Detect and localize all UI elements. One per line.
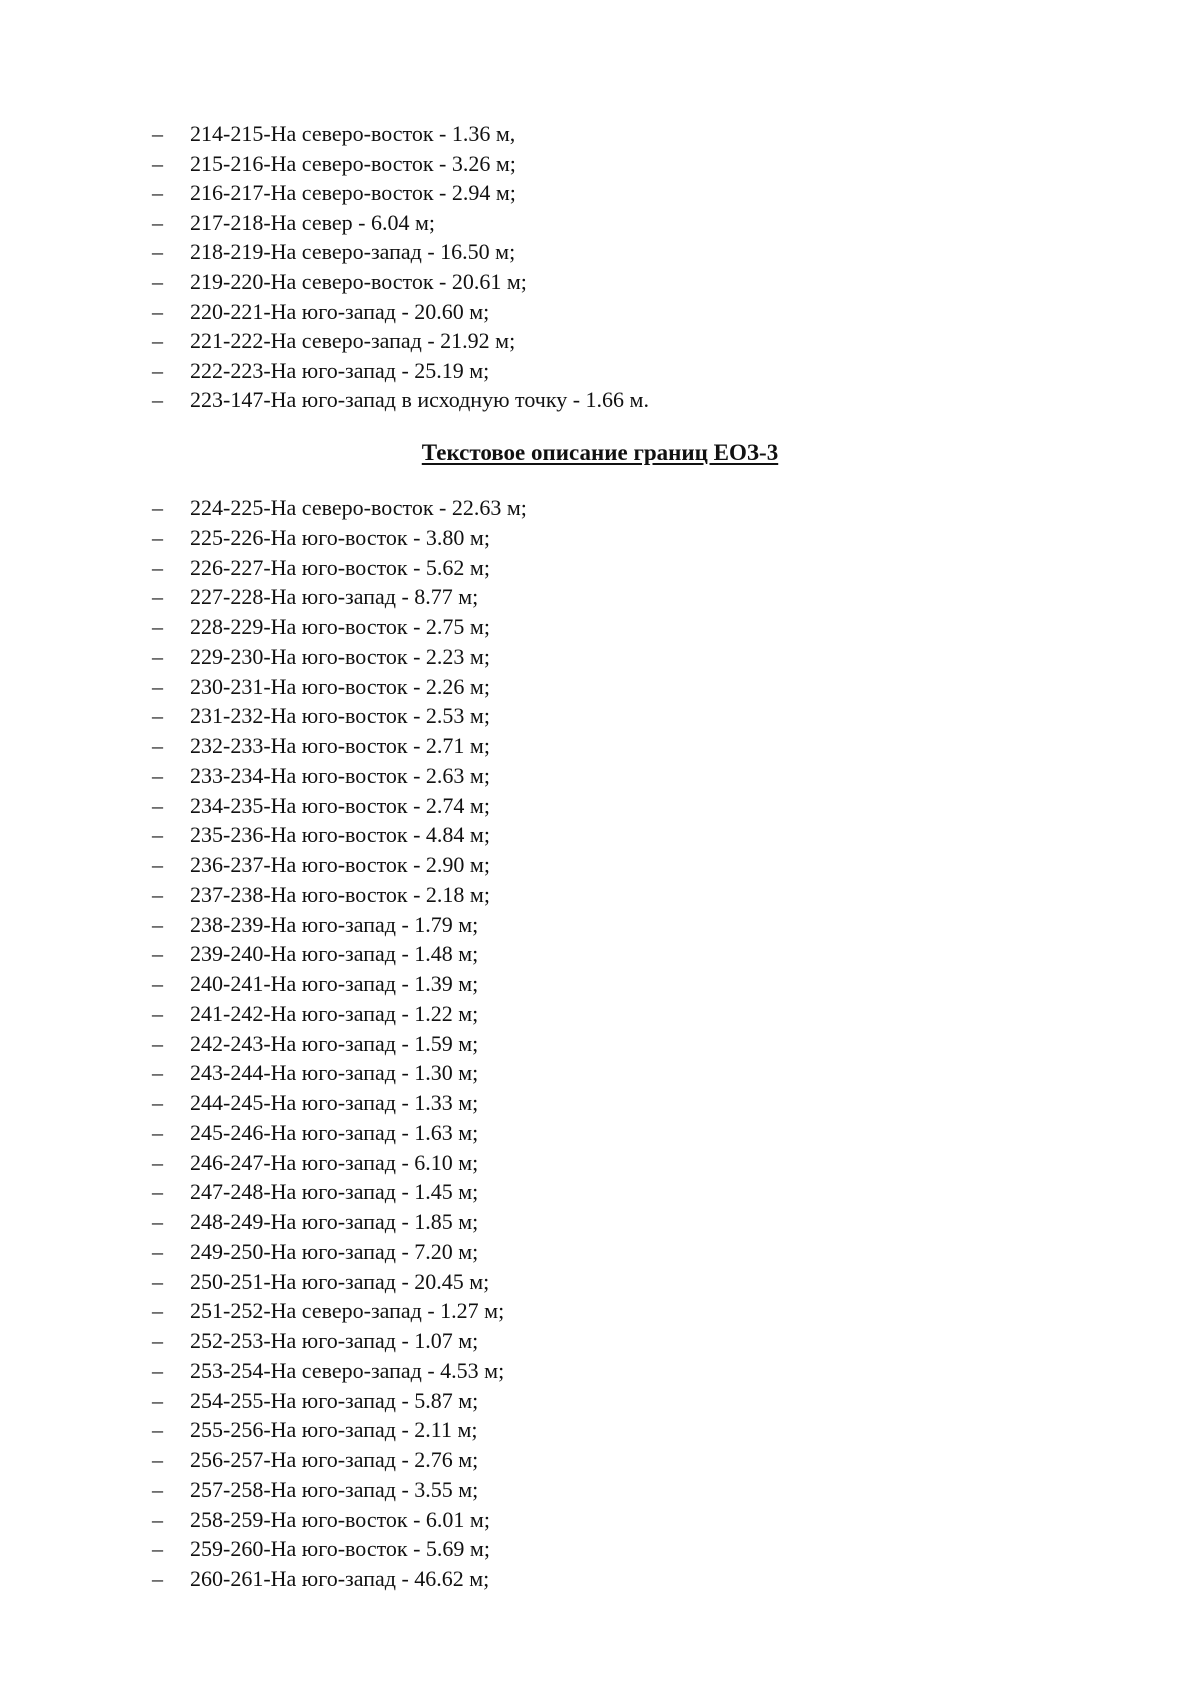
list-item xyxy=(0,1475,1200,1505)
list-item-text: 219-220-На северо-восток - 20.61 м; xyxy=(190,268,527,294)
list-dash: – xyxy=(152,357,163,383)
list-dash: – xyxy=(152,1000,163,1026)
list-item xyxy=(0,1237,1200,1267)
list-item-text: 237-238-На юго-восток - 2.18 м; xyxy=(190,881,490,907)
list-item xyxy=(0,1296,1200,1326)
list-item xyxy=(0,761,1200,791)
list-dash: – xyxy=(152,268,163,294)
list-dash: – xyxy=(152,881,163,907)
list-dash: – xyxy=(152,1447,163,1472)
list-item-text: 250-251-На юго-запад - 20.45 м; xyxy=(190,1268,490,1294)
list-item xyxy=(0,1415,1200,1445)
list-dash: – xyxy=(152,941,163,967)
list-dash: – xyxy=(152,1238,163,1264)
list-item-text: 233-234-На юго-восток - 2.63 м; xyxy=(190,762,490,788)
list-item xyxy=(0,672,1200,702)
list-dash: – xyxy=(152,1566,163,1591)
list-item xyxy=(0,1058,1200,1088)
list-item xyxy=(0,1386,1200,1416)
list-dash: – xyxy=(152,1357,163,1383)
list-item xyxy=(0,910,1200,940)
list-item-text: 239-240-На юго-запад - 1.48 м; xyxy=(190,941,479,967)
list-item xyxy=(0,493,1200,523)
list-dash: – xyxy=(152,1119,163,1145)
list-item xyxy=(0,1564,1200,1594)
list-item-text: 257-258-На юго-запад - 3.55 м; xyxy=(190,1476,479,1502)
list-item-text: 256-257-На юго-запад - 2.76 м; xyxy=(190,1447,479,1472)
list-item xyxy=(0,642,1200,672)
section-heading: Текстовое описание границ ЕОЗ-3 xyxy=(421,440,779,465)
list-item-text: 252-253-На юго-запад - 1.07 м; xyxy=(190,1328,479,1353)
list-item xyxy=(0,731,1200,761)
list-item-text: 251-252-На северо-запад - 1.27 м; xyxy=(190,1298,505,1324)
list-item-text: 245-246-На юго-запад - 1.63 м; xyxy=(190,1119,479,1145)
list-dash: – xyxy=(152,209,163,235)
list-item xyxy=(0,880,1200,910)
list-dash: – xyxy=(152,792,163,818)
list-item xyxy=(0,553,1200,583)
list-item-text: 244-245-На юго-запад - 1.33 м; xyxy=(190,1090,479,1115)
list-item xyxy=(0,523,1200,553)
list-item xyxy=(0,1267,1200,1297)
list-dash: – xyxy=(152,1476,163,1502)
list-dash: – xyxy=(152,1506,163,1532)
list-item-text: 222-223-На юго-запад - 25.19 м; xyxy=(190,357,490,383)
list-dash: – xyxy=(152,1417,163,1443)
list-dash: – xyxy=(152,852,163,877)
list-item-text: 217-218-На север - 6.04 м; xyxy=(190,209,435,235)
list-dash: – xyxy=(152,554,163,580)
list-item-text: 231-232-На юго-восток - 2.53 м; xyxy=(190,703,490,729)
list-item-text: 243-244-На юго-запад - 1.30 м; xyxy=(190,1060,479,1086)
list-dash: – xyxy=(152,733,163,758)
list-dash: – xyxy=(152,673,163,699)
list-item-text: 258-259-На юго-восток - 6.01 м; xyxy=(190,1506,490,1532)
list-item xyxy=(0,356,1200,386)
list-dash: – xyxy=(152,703,163,729)
list-item-text: 214-215-На северо-восток - 1.36 м, xyxy=(190,121,516,146)
list-item xyxy=(0,791,1200,821)
list-item-text: 259-260-На юго-восток - 5.69 м; xyxy=(190,1536,490,1562)
list-item xyxy=(0,178,1200,208)
list-dash: – xyxy=(152,1209,163,1234)
list-item xyxy=(0,701,1200,731)
list-item-text: 234-235-На юго-восток - 2.74 м; xyxy=(190,792,490,818)
list-item-text: 220-221-На юго-запад - 20.60 м; xyxy=(190,298,490,324)
list-item-text: 248-249-На юго-запад - 1.85 м; xyxy=(190,1209,479,1234)
list-item xyxy=(0,969,1200,999)
list-item xyxy=(0,1445,1200,1475)
list-item-text: 228-229-На юго-восток - 2.75 м; xyxy=(190,614,490,639)
list-item xyxy=(0,326,1200,356)
list-item xyxy=(0,1356,1200,1386)
list-dash: – xyxy=(152,1090,163,1115)
list-dash: – xyxy=(152,614,163,639)
list-item xyxy=(0,999,1200,1029)
list-item-text: 227-228-На юго-запад - 8.77 м; xyxy=(190,584,479,610)
list-dash: – xyxy=(152,762,163,788)
list-item xyxy=(0,1029,1200,1059)
list-item-text: 260-261-На юго-запад - 46.62 м; xyxy=(190,1566,490,1591)
list-dash: – xyxy=(152,1298,163,1324)
list-item-text: 254-255-На юго-запад - 5.87 м; xyxy=(190,1387,479,1413)
list-item xyxy=(0,385,1200,415)
list-item xyxy=(0,297,1200,327)
list-item-text: 230-231-На юго-восток - 2.26 м; xyxy=(190,673,490,699)
list-item-text: 255-256-На юго-запад - 2.11 м; xyxy=(190,1417,478,1443)
list-item-text: 253-254-На северо-запад - 4.53 м; xyxy=(190,1357,505,1383)
list-dash: – xyxy=(152,1328,163,1353)
list-dash: – xyxy=(152,1268,163,1294)
list-dash: – xyxy=(152,328,163,354)
list-item-text: 223-147-На юго-запад в исходную точку - 1.66 м. xyxy=(190,387,649,413)
list-dash: – xyxy=(152,298,163,324)
list-dash: – xyxy=(152,1179,163,1205)
list-item xyxy=(0,1207,1200,1237)
list-item xyxy=(0,119,1200,149)
list-item xyxy=(0,850,1200,880)
list-item-text: 235-236-На юго-восток - 4.84 м; xyxy=(190,822,490,848)
list-item xyxy=(0,1326,1200,1356)
list-item-text: 247-248-На юго-запад - 1.45 м; xyxy=(190,1179,479,1205)
list-item xyxy=(0,1088,1200,1118)
boundary-list-eoz3 xyxy=(0,493,1200,1594)
list-item-text: 229-230-На юго-восток - 2.23 м; xyxy=(190,643,490,669)
list-item-text: 236-237-На юго-восток - 2.90 м; xyxy=(190,852,490,877)
list-dash: – xyxy=(152,239,163,265)
list-dash: – xyxy=(152,1387,163,1413)
list-dash: – xyxy=(152,150,163,176)
list-item xyxy=(0,939,1200,969)
list-item-text: 241-242-На юго-запад - 1.22 м; xyxy=(190,1000,479,1026)
list-item xyxy=(0,1534,1200,1564)
list-item-text: 226-227-На юго-восток - 5.62 м; xyxy=(190,554,490,580)
list-item-text: 246-247-На юго-запад - 6.10 м; xyxy=(190,1149,479,1175)
list-item-text: 216-217-На северо-восток - 2.94 м; xyxy=(190,180,516,206)
list-item-text: 242-243-На юго-запад - 1.59 м; xyxy=(190,1030,479,1056)
list-dash: – xyxy=(152,180,163,206)
list-dash: – xyxy=(152,911,163,937)
list-item-text: 232-233-На юго-восток - 2.71 м; xyxy=(190,733,490,758)
list-dash: – xyxy=(152,121,163,146)
list-item-text: 225-226-На юго-восток - 3.80 м; xyxy=(190,524,490,550)
list-item-text: 215-216-На северо-восток - 3.26 м; xyxy=(190,150,516,176)
list-item-text: 240-241-На юго-запад - 1.39 м; xyxy=(190,971,479,996)
list-item xyxy=(0,208,1200,238)
list-item xyxy=(0,1148,1200,1178)
list-dash: – xyxy=(152,524,163,550)
list-dash: – xyxy=(152,822,163,848)
list-dash: – xyxy=(152,1536,163,1562)
list-dash: – xyxy=(152,971,163,996)
list-item-text: 224-225-На северо-восток - 22.63 м; xyxy=(190,495,527,520)
list-dash: – xyxy=(152,1060,163,1086)
list-dash: – xyxy=(152,1149,163,1175)
list-item xyxy=(0,1505,1200,1535)
list-dash: – xyxy=(152,584,163,610)
list-dash: – xyxy=(152,387,163,413)
list-item xyxy=(0,1177,1200,1207)
list-item xyxy=(0,237,1200,267)
list-item-text: 249-250-На юго-запад - 7.20 м; xyxy=(190,1238,479,1264)
list-item xyxy=(0,582,1200,612)
boundary-list-previous xyxy=(0,119,1200,415)
list-item xyxy=(0,149,1200,179)
list-item xyxy=(0,267,1200,297)
list-item xyxy=(0,612,1200,642)
list-item xyxy=(0,820,1200,850)
list-dash: – xyxy=(152,643,163,669)
list-item-text: 218-219-На северо-запад - 16.50 м; xyxy=(190,239,516,265)
list-dash: – xyxy=(152,1030,163,1056)
list-item-text: 238-239-На юго-запад - 1.79 м; xyxy=(190,911,479,937)
list-item-text: 221-222-На северо-запад - 21.92 м; xyxy=(190,328,516,354)
list-item xyxy=(0,1118,1200,1148)
list-dash: – xyxy=(152,495,163,520)
